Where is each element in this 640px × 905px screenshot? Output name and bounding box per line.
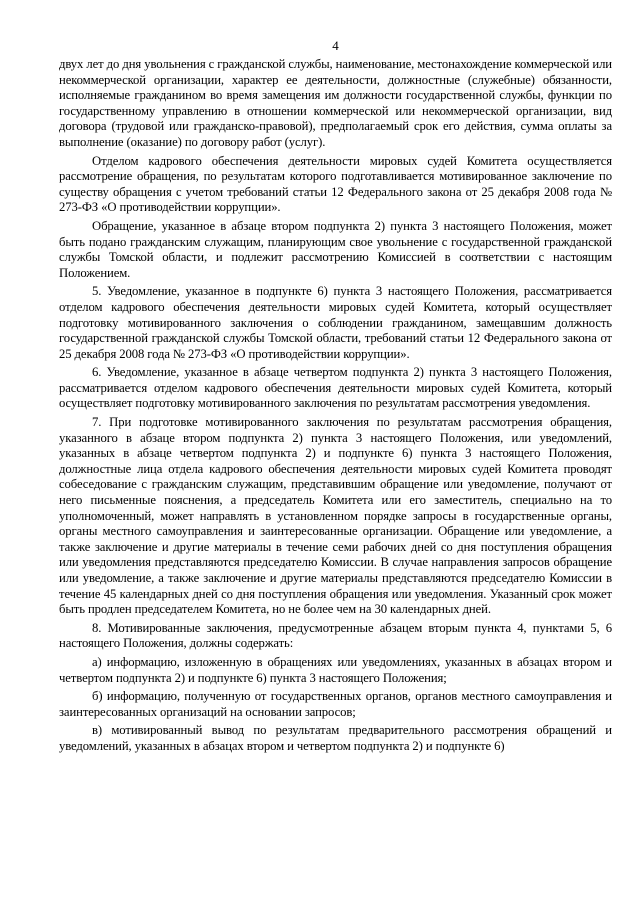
paragraph-subitem-b: б) информацию, полученную от государственных органов, органов местного самоуправления и заинтересованных организаций на основании запросов;	[59, 689, 612, 719]
paragraph-appeal-submission: Обращение, указанное в абзаце втором подпункта 2) пункта 3 настоящего Положения, может быть подано гражданским служащим, планирующим свое увольнение с государственной гражданской службы Томской области, и подлежит рассмотрению Комиссией в соответствии с настоящим Положением.	[59, 218, 612, 280]
paragraph-subitem-v: в) мотивированный вывод по результатам предварительного рассмотрения обращений и уведомлений, указанных в абзацах втором и четвертом подпункта 2) и подпункте 6)	[59, 723, 612, 753]
paragraph-continuation: двух лет до дня увольнения с гражданской службы, наименование, местонахождение коммерческой или некоммерческой организации, характер ее деятельности, должностные (служебные) обязанности, исполняемые гражданином во время замещения им должности государственной службы, функции по государственному управлению в отношении коммерческой или некоммерческой организации, вид договора (трудовой или гражданско-правовой), предполагаемый срок его действия, сумма оплаты за выполнение (оказание) по договору работ (услуг).	[59, 57, 612, 149]
paragraph-item-5: 5. Уведомление, указанное в подпункте 6) пункта 3 настоящего Положения, рассматривается отделом кадрового обеспечения деятельности мировых судей Комитета, который осуществляет подготовку мотивированного заключения о соблюдении гражданином, замещавшим должность государственной гражданской службы Томской области, требований статьи 12 Федерального закона от 25 декабря 2008 года № 273-ФЗ «О противодействии коррупции».	[59, 284, 612, 361]
paragraph-item-8: 8. Мотивированные заключения, предусмотренные абзацем вторым пункта 4, пунктами 5, 6 настоящего Положения, должны содержать:	[59, 620, 612, 651]
paragraph-personnel-review: Отделом кадрового обеспечения деятельности мировых судей Комитета осуществляется рассмотрение обращения, по результатам которого подготавливается мотивированное заключение по существу обращения с учетом требований статьи 12 Федерального закона от 25 декабря 2008 года № 273-ФЗ «О противодействии коррупции».	[59, 153, 612, 215]
paragraph-subitem-a: а) информацию, изложенную в обращениях или уведомлениях, указанных в абзацах втором и четвертом подпункта 2) и подпункте 6) пункта 3 настоящего Положения;	[59, 654, 612, 685]
document-page	[59, 38, 612, 898]
paragraph-item-7: 7. При подготовке мотивированного заключения по результатам рассмотрения обращения, указанного в абзаце втором подпункта 2) пункта 3 настоящего Положения, или уведомлений, указанных в абзаце четвертом подпункта 2) и подпункте 6) пункта 3 настоящего Положения, должностные лица отдела кадрового обеспечения деятельности мировых судей Комитета проводят собеседование с гражданским служащим, представившим обращение или уведомление, получают от него письменные пояснения, а председатель Комитета или его заместитель, специально на то уполномоченный, может направлять в установленном порядке запросы в государственные органы, органы местного самоуправления и заинтересованные организации. Обращение или уведомление, а также заключение и другие материалы в течение семи рабочих дней со дня поступления обращения или уведомления представляются председателю Комиссии. В случае направления запросов обращение или уведомление, а также заключение и другие материалы представляются председателю Комиссии в течение 45 календарных дней со дня поступления обращения или уведомления. Указанный срок может быть продлен председателем Комитета, но не более чем на 30 календарных дней.	[59, 415, 612, 617]
paragraph-item-6: 6. Уведомление, указанное в абзаце четвертом подпункта 2) пункта 3 настоящего Положения, рассматривается отделом кадрового обеспечения деятельности мировых судей Комитета, который осуществляет подготовку мотивированного заключения по результатам рассмотрения уведомления.	[59, 365, 612, 411]
page-number: 4	[332, 38, 339, 53]
